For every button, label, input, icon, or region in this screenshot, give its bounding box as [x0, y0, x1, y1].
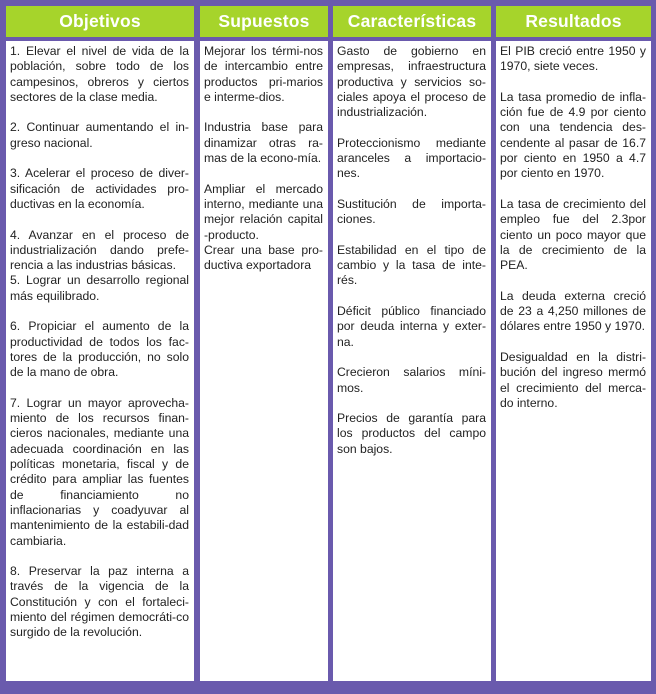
- objetivo-item: 6. Propiciar el aumento de la productividad de todos los fac-tores de la producción, no solo de la mano de obra.: [10, 319, 189, 380]
- column-caracteristicas: [333, 41, 491, 681]
- objetivo-item: 3. Acelerar el proceso de diver-sificación de actividades pro-ductivas en la economía.: [10, 166, 189, 211]
- objetivo-item: 1. Elevar el nivel de vida de la población, sobre todo de los campesinos, obreros y ciertos sectores de la clase media.: [10, 44, 189, 104]
- resultado-item: Desigualdad en la distri-bución del ingreso mermó el crecimiento del merca-do interno.: [500, 349, 646, 410]
- caracteristica-item: Sustitución de importa-ciones.: [337, 196, 486, 227]
- objetivo-item: 8. Preservar la paz interna a través de la vigencia de la Constitución y con el fortaleci-miento del régimen democráti-co surgido de la revolución.: [10, 564, 189, 640]
- objetivo-item: 5. Lograr un desarrollo regional más equilibrado.: [10, 273, 189, 303]
- header-resultados: Resultados: [496, 6, 651, 37]
- caracteristica-item: Gasto de gobierno en empresas, infraestructura productiva y servicios so-ciales apoya el proceso de industrialización.: [337, 44, 486, 120]
- header-caracteristicas: Características: [333, 6, 491, 37]
- supuesto-item: Crear una base pro-ductiva exportadora: [204, 242, 323, 273]
- caracteristica-item: Déficit público financiado por deuda interna y exter-na.: [337, 304, 486, 349]
- objetivo-item: 7. Lograr un mayor aprovecha-miento de los recursos finan-cieros nacionales, mediante una adecuada coordinación en las políticas monetaria, fiscal y de crédito para ampliar las fuentes de financiamiento no inflacionarias y coadyuvar al mantenimiento de la estabili-dad cambiaria.: [10, 395, 189, 548]
- column-supuestos: [200, 41, 328, 681]
- supuesto-item: Ampliar el mercado interno, mediante una mejor relación capital -producto.: [204, 181, 323, 242]
- caracteristica-item: Crecieron salarios míni-mos.: [337, 365, 486, 395]
- caracteristica-item: Estabilidad en el tipo de cambio y la tasa de inte-rés.: [337, 242, 486, 288]
- resultado-item: La tasa de crecimiento del empleo fue del 2.3por ciento un poco mayor que la de crecimiento de la PEA.: [500, 196, 646, 273]
- header-supuestos: Supuestos: [200, 6, 328, 37]
- caracteristica-item: Precios de garantía para los productos del campo son bajos.: [337, 411, 486, 456]
- resultado-item: La tasa promedio de infla-ción fue de 4.9 por ciento con una tendencia des-cendente al pasar de 16.7 por ciento en 1950 a 4.7 por ciento en 1970.: [500, 89, 646, 181]
- supuesto-item: Mejorar los térmi-nos de intercambio entre productos pri-marios e interme-dios.: [204, 44, 323, 104]
- objetivo-item: 4. Avanzar en el proceso de industrialización dando prefe-rencia a las industrias básicas.: [10, 227, 189, 273]
- resultado-item: La deuda externa creció de 23 a 4,250 millones de dólares entre 1950 y 1970.: [500, 288, 646, 334]
- header-objetivos: Objetivos: [6, 6, 194, 37]
- supuesto-item: Industria base para dinamizar otras ra-mas de la econo-mía.: [204, 120, 323, 166]
- objetivo-item: 2. Continuar aumentando el in-greso nacional.: [10, 120, 189, 150]
- caracteristica-item: Proteccionismo mediante aranceles a importacio-nes.: [337, 135, 486, 181]
- column-resultados: [496, 41, 651, 681]
- column-objetivos: [6, 41, 194, 681]
- resultado-item: El PIB creció entre 1950 y 1970, siete veces.: [500, 44, 646, 74]
